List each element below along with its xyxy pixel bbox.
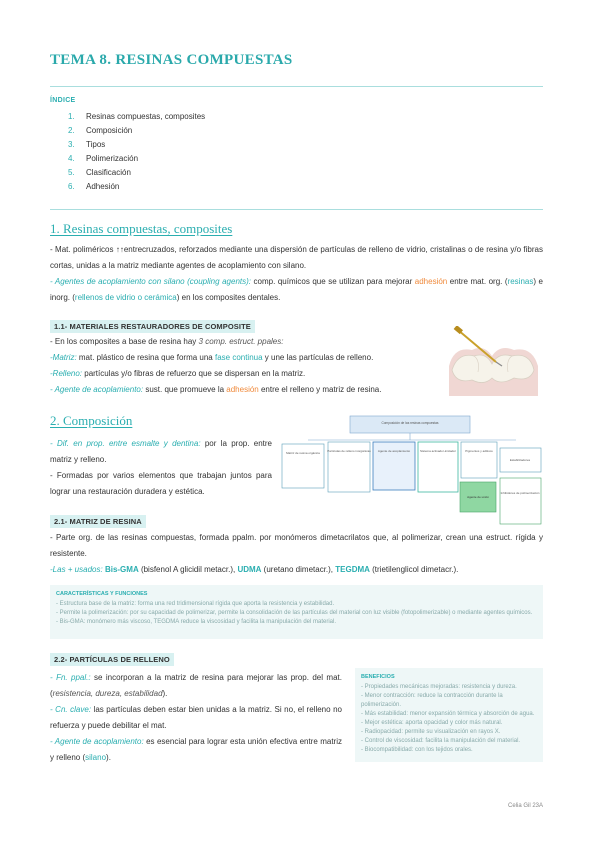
- section1-paragraph: - Mat. poliméricos ↑↑entrecruzados, reforzados mediante una dispersión de partículas de relleno de vidrio, cristalinas o de resina y/o fibras cortas, unidas a la matriz mediante agentes de acoplamiento con silano.: [50, 245, 543, 270]
- composition-diagram: [280, 414, 543, 526]
- divider: [50, 86, 543, 87]
- diagram-box: [418, 442, 458, 492]
- diagram-box: [282, 444, 324, 488]
- diagram-box: [373, 442, 415, 490]
- subsection-heading: 2.2- PARTÍCULAS DE RELLENO: [50, 653, 174, 666]
- matrix-monomers: -Las + usados: Bis-GMA (bisfenol A glicidil metacr.), UDMA (uretano dimetacr.), TEGDMA (trietilenglicol dimetacr.).: [50, 565, 459, 574]
- index-item[interactable]: 6. Adhesión: [68, 182, 120, 191]
- section2-heading: 2. Composición: [50, 413, 133, 428]
- section2-paragraph: - Formadas por varios elementos que trabajan juntos para lograr una restauración duradera y estética.: [50, 471, 272, 496]
- diagram-box: [327, 442, 371, 492]
- subsection-heading: 1.1- MATERIALES RESTAURADORES DE COMPOSITE: [50, 320, 255, 333]
- diagram-box: [500, 448, 541, 472]
- footer-author: Celia Gil 23A: [507, 803, 543, 809]
- index-item[interactable]: 3. Tipos: [68, 140, 106, 149]
- subsection-heading: 2.1- MATRIZ DE RESINA: [50, 515, 146, 528]
- benefits-box: BENEFICIOS - Propiedades mecánicas mejoradas: resistencia y dureza. - Menor contracción: reduce la contracción durante la polimerización. - Más estabilidad: menor expansión térmica y absorción de agua. - Mejor estética: aporta opacidad y color más natural. - Radiopacidad: permite su visualización en rayos X. - Control de viscosidad: facilita la manipulación del material. - Biocompatibilidad: con los tejidos orales.: [355, 668, 543, 762]
- section2-paragraph: - Dif. en prop. entre esmalte y dentina: por la prop. entre matriz y relleno.: [50, 439, 272, 464]
- svg-text:Matriz de resina orgánica: Matriz de resina orgánica: [286, 451, 320, 455]
- diagram-top-label: Composición de las resinas compuestas: [381, 421, 439, 425]
- filler-paragraph: - Agente de acoplamiento: es esencial para lograr esta unión efectiva entre matriz y relleno (silano).: [50, 737, 342, 762]
- svg-text:Sistema activador-iniciador: Sistema activador-iniciador: [419, 449, 457, 453]
- index-item[interactable]: 4. Polimerización: [68, 154, 139, 163]
- section1-list: - En los composites a base de resina hay 3 comp. estruct. ppales: -Matriz: mat. plástico de resina que forma una fase continua y une las partículas de relleno. -Relleno: partículas y/o fibras de refuerzo que se dispersan en la matriz. - Agente de acoplamiento: sust. que promueve la adhesión entre el relleno y matriz de resina.: [50, 337, 382, 394]
- index-list: [68, 110, 205, 194]
- diagram-box: [460, 482, 496, 512]
- index-item[interactable]: 2. Composición: [68, 126, 133, 135]
- svg-text:Estabilizadores: Estabilizadores: [509, 458, 531, 462]
- section1-heading: 1. Resinas compuestas, composites: [50, 221, 233, 236]
- index-heading: ÍNDICE: [50, 97, 76, 104]
- diagram-box: [500, 478, 541, 524]
- filler-paragraph: - Cn. clave: las partículas deben estar bien unidas a la matriz. Si no, el relleno no refuerza y puede debilitar el mat.: [50, 705, 342, 730]
- svg-text:Pigmentos y aditivos: Pigmentos y aditivos: [465, 449, 493, 453]
- index-item[interactable]: 5. Clasificación: [68, 168, 131, 177]
- index-item[interactable]: 1. Resinas compuestas, composites: [68, 112, 206, 121]
- matrix-paragraph: - Parte org. de las resinas compuestas, formada ppalm. por monómeros dimetacrilatos que, al polimerizar, crean una estruct. rígida y resistente.: [50, 533, 543, 558]
- divider: [50, 209, 543, 210]
- teeth-illustration: [444, 326, 542, 396]
- section1-paragraph: - Agentes de acoplamiento con silano (coupling agents): comp. químicos que se utilizan para mejorar adhesión entre mat. org. (resinas) e inorg. (rellenos de vidrio o cerámica) en los composites dentales.: [50, 277, 543, 302]
- svg-text:Agente de unión: Agente de unión: [467, 495, 489, 499]
- characteristics-box: CARACTERÍSTICAS Y FUNCIONES - Estructura base de la matriz: forma una red tridimensional rígida que aporta la resistencia y estabilidad. - Permite la polimerización: por su capacidad de polimerizar, permite la consolidación de las partículas del material con luz visible (fotopolimerizable) o mediante agentes químicos. - Bis-GMA: monómero más viscoso, TEGDMA reduce la viscosidad y facilita la manipulación del material.: [50, 585, 543, 639]
- svg-text:Inhibidores de polimerización: Inhibidores de polimerización: [500, 491, 540, 495]
- filler-paragraph: - Fn. ppal.: se incorporan a la matriz de resina para mejorar las prop. del mat. (resistencia, dureza, estabilidad).: [50, 673, 342, 698]
- page-title: TEMA 8. RESINAS COMPUESTAS: [50, 52, 293, 68]
- diagram-box: [461, 442, 497, 478]
- svg-text:Agente de acoplamiento: Agente de acoplamiento: [377, 449, 411, 453]
- svg-text:Partículas de relleno inorgáni: Partículas de relleno inorgánicas: [327, 449, 371, 453]
